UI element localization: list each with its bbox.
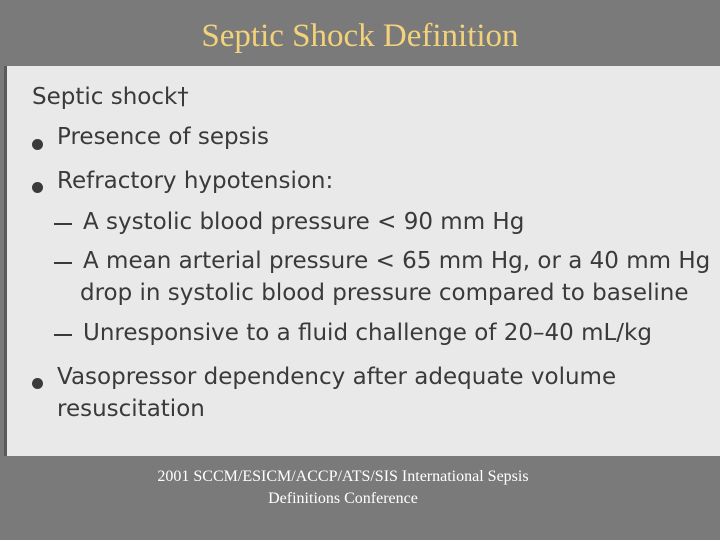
sub-item-mean-arterial-cont: drop in systolic blood pressure compared to baseline: [80, 280, 689, 306]
sub-item-mean-arterial: A mean arterial pressure < 65 mm Hg, or a 40 mm Hg: [83, 248, 711, 274]
dash-icon: [54, 262, 72, 264]
bullet-icon: [32, 378, 43, 389]
panel-heading: Septic shock†: [32, 84, 189, 110]
bullet-presence-of-sepsis: Presence of sepsis: [57, 124, 269, 150]
bullet-vasopressor: Vasopressor dependency after adequate volume: [57, 364, 617, 390]
source-citation: [0, 466, 686, 510]
bullet-icon: [32, 139, 43, 150]
bullet-vasopressor-cont: resuscitation: [57, 396, 205, 422]
citation-line-2: Definitions Conference: [268, 490, 418, 507]
slide-title: Septic Shock Definition: [201, 18, 519, 54]
sub-item-fluid-challenge: Unresponsive to a fluid challenge of 20–40 mL/kg: [83, 320, 652, 346]
citation-line-1: 2001 SCCM/ESICM/ACCP/ATS/SIS International Sepsis: [157, 468, 529, 485]
sub-item-systolic: A systolic blood pressure < 90 mm Hg: [83, 209, 525, 235]
bullet-refractory-hypotension: Refractory hypotension:: [57, 168, 334, 194]
bullet-icon: [32, 182, 43, 193]
dash-icon: [54, 223, 72, 225]
definition-panel: [4, 66, 720, 456]
dash-icon: [54, 334, 72, 336]
